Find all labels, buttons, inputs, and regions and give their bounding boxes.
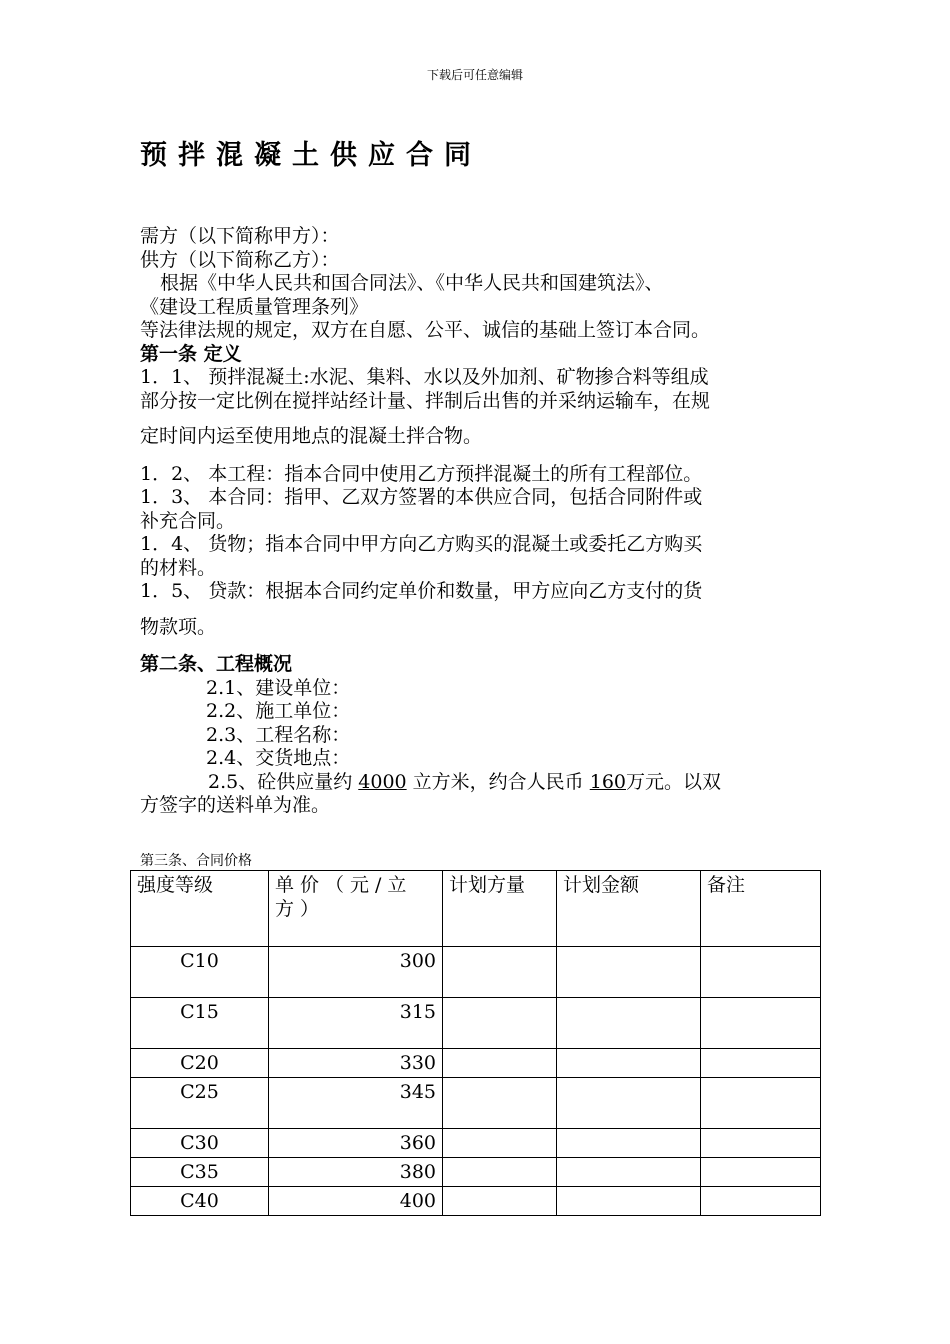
column-header-grade: 强度等级 (131, 871, 269, 947)
article1-heading: 第一条 定义 (140, 342, 242, 365)
remarks-cell (701, 947, 821, 998)
definition-1-3-cont: 补充合同。 (140, 509, 236, 532)
table-row (131, 1049, 821, 1078)
grade-cell: C15 (131, 998, 269, 1049)
volume-cell (443, 1158, 557, 1187)
price-cell: 380 (269, 1158, 443, 1187)
table-row (131, 998, 821, 1049)
grade-cell: C35 (131, 1158, 269, 1187)
remarks-cell (701, 1049, 821, 1078)
table-row (131, 947, 821, 998)
project-item-2-1: 2.1、建设单位： (206, 676, 351, 699)
project-item-2-4: 2.4、交货地点： (206, 747, 351, 769)
definition-1-1: 1．1、 预拌混凝土:水泥、集料、水以及外加剂、矿物掺合料等组成 (140, 366, 709, 388)
project-item-2-5-cont: 方签字的送料单为准。 (140, 794, 331, 816)
table-row (131, 1187, 821, 1216)
preamble-line-3: 等法律法规的规定，双方在自愿、公平、诚信的基础上签订本合同。 (140, 319, 711, 341)
amount-cell (557, 1049, 701, 1078)
definition-1-3: 1．3、 本合同：指甲、乙双方签署的本供应合同，包括合同附件或 (140, 486, 703, 508)
column-header-planned-amount: 计划金额 (557, 871, 701, 947)
column-header-remarks: 备注 (701, 871, 821, 947)
column-header-unit-price: 单价（元/立方） (269, 871, 443, 947)
seller-line: 供方（以下简称乙方）： (140, 248, 340, 271)
definition-1-5-cont: 物款项。 (140, 615, 217, 638)
grade-cell: C20 (131, 1049, 269, 1078)
grade-cell: C30 (131, 1129, 269, 1158)
amount-cell (557, 947, 701, 998)
article2-heading: 第二条、工程概况 (140, 653, 293, 675)
volume-cell (443, 998, 557, 1049)
column-header-planned-volume: 计划方量 (443, 871, 557, 947)
amount-cell (557, 1078, 701, 1129)
volume-cell (443, 1078, 557, 1129)
definition-1-4: 1．4、 货物；指本合同中甲方向乙方购买的混凝土或委托乙方购买 (140, 533, 703, 555)
definition-1-2: 1．2、 本工程：指本合同中使用乙方预拌混凝土的所有工程部位。 (140, 462, 703, 485)
supply-volume: 4000 (358, 770, 407, 793)
table-row (131, 1158, 821, 1187)
price-cell: 315 (269, 998, 443, 1049)
volume-cell (443, 1187, 557, 1216)
price-cell: 360 (269, 1129, 443, 1158)
grade-cell: C25 (131, 1078, 269, 1129)
article3-heading: 第三条、合同价格 (140, 853, 252, 869)
price-cell: 345 (269, 1078, 443, 1129)
project-item-2-3: 2.3、工程名称： (206, 723, 351, 746)
project-item-2-5 (140, 771, 820, 795)
definition-1-5: 1．5、 贷款：根据本合同约定单价和数量，甲方应向乙方支付的货 (140, 580, 703, 602)
buyer-line: 需方（以下简称甲方）： (140, 225, 340, 247)
remarks-cell (701, 1078, 821, 1129)
price-cell: 400 (269, 1187, 443, 1216)
supply-mid: 立方米，约合人民币 (412, 770, 584, 793)
remarks-cell (701, 1158, 821, 1187)
grade-cell: C40 (131, 1187, 269, 1216)
amount-cell (557, 1158, 701, 1187)
amount-cell (557, 1129, 701, 1158)
supply-suffix: 万元。以双 (626, 770, 722, 793)
price-cell: 300 (269, 947, 443, 998)
price-cell: 330 (269, 1049, 443, 1078)
supply-prefix: 2.5、砼供应量约 (208, 770, 353, 793)
table-row (131, 1078, 821, 1129)
header-note: 下载后可任意编辑 (426, 68, 523, 82)
table-header-row (131, 871, 821, 947)
price-table (130, 870, 821, 1216)
preamble-line-1: 根据《中华人民共和国合同法》、《中华人民共和国建筑法》、 (160, 272, 664, 294)
volume-cell (443, 947, 557, 998)
preamble-line-2: 《建设工程质量管理条列》 (140, 295, 369, 318)
table-row (131, 1129, 821, 1158)
contract-body (140, 225, 820, 818)
project-item-2-2: 2.2、施工单位： (206, 700, 351, 722)
remarks-cell (701, 998, 821, 1049)
volume-cell (443, 1129, 557, 1158)
amount-cell (557, 998, 701, 1049)
definition-1-1-cont: 部分按一定比例在搅拌站经计量、拌制后出售的并采纳运输车，在规 (140, 389, 711, 412)
supply-amount: 160 (589, 770, 626, 793)
remarks-cell (701, 1187, 821, 1216)
grade-cell: C10 (131, 947, 269, 998)
contract-title: 预拌混凝土供应合同 (140, 140, 482, 171)
volume-cell (443, 1049, 557, 1078)
definition-1-4-cont: 的材料。 (140, 556, 217, 579)
definition-1-1-cont2: 定时间内运至使用地点的混凝土拌合物。 (140, 425, 483, 447)
remarks-cell (701, 1129, 821, 1158)
amount-cell (557, 1187, 701, 1216)
